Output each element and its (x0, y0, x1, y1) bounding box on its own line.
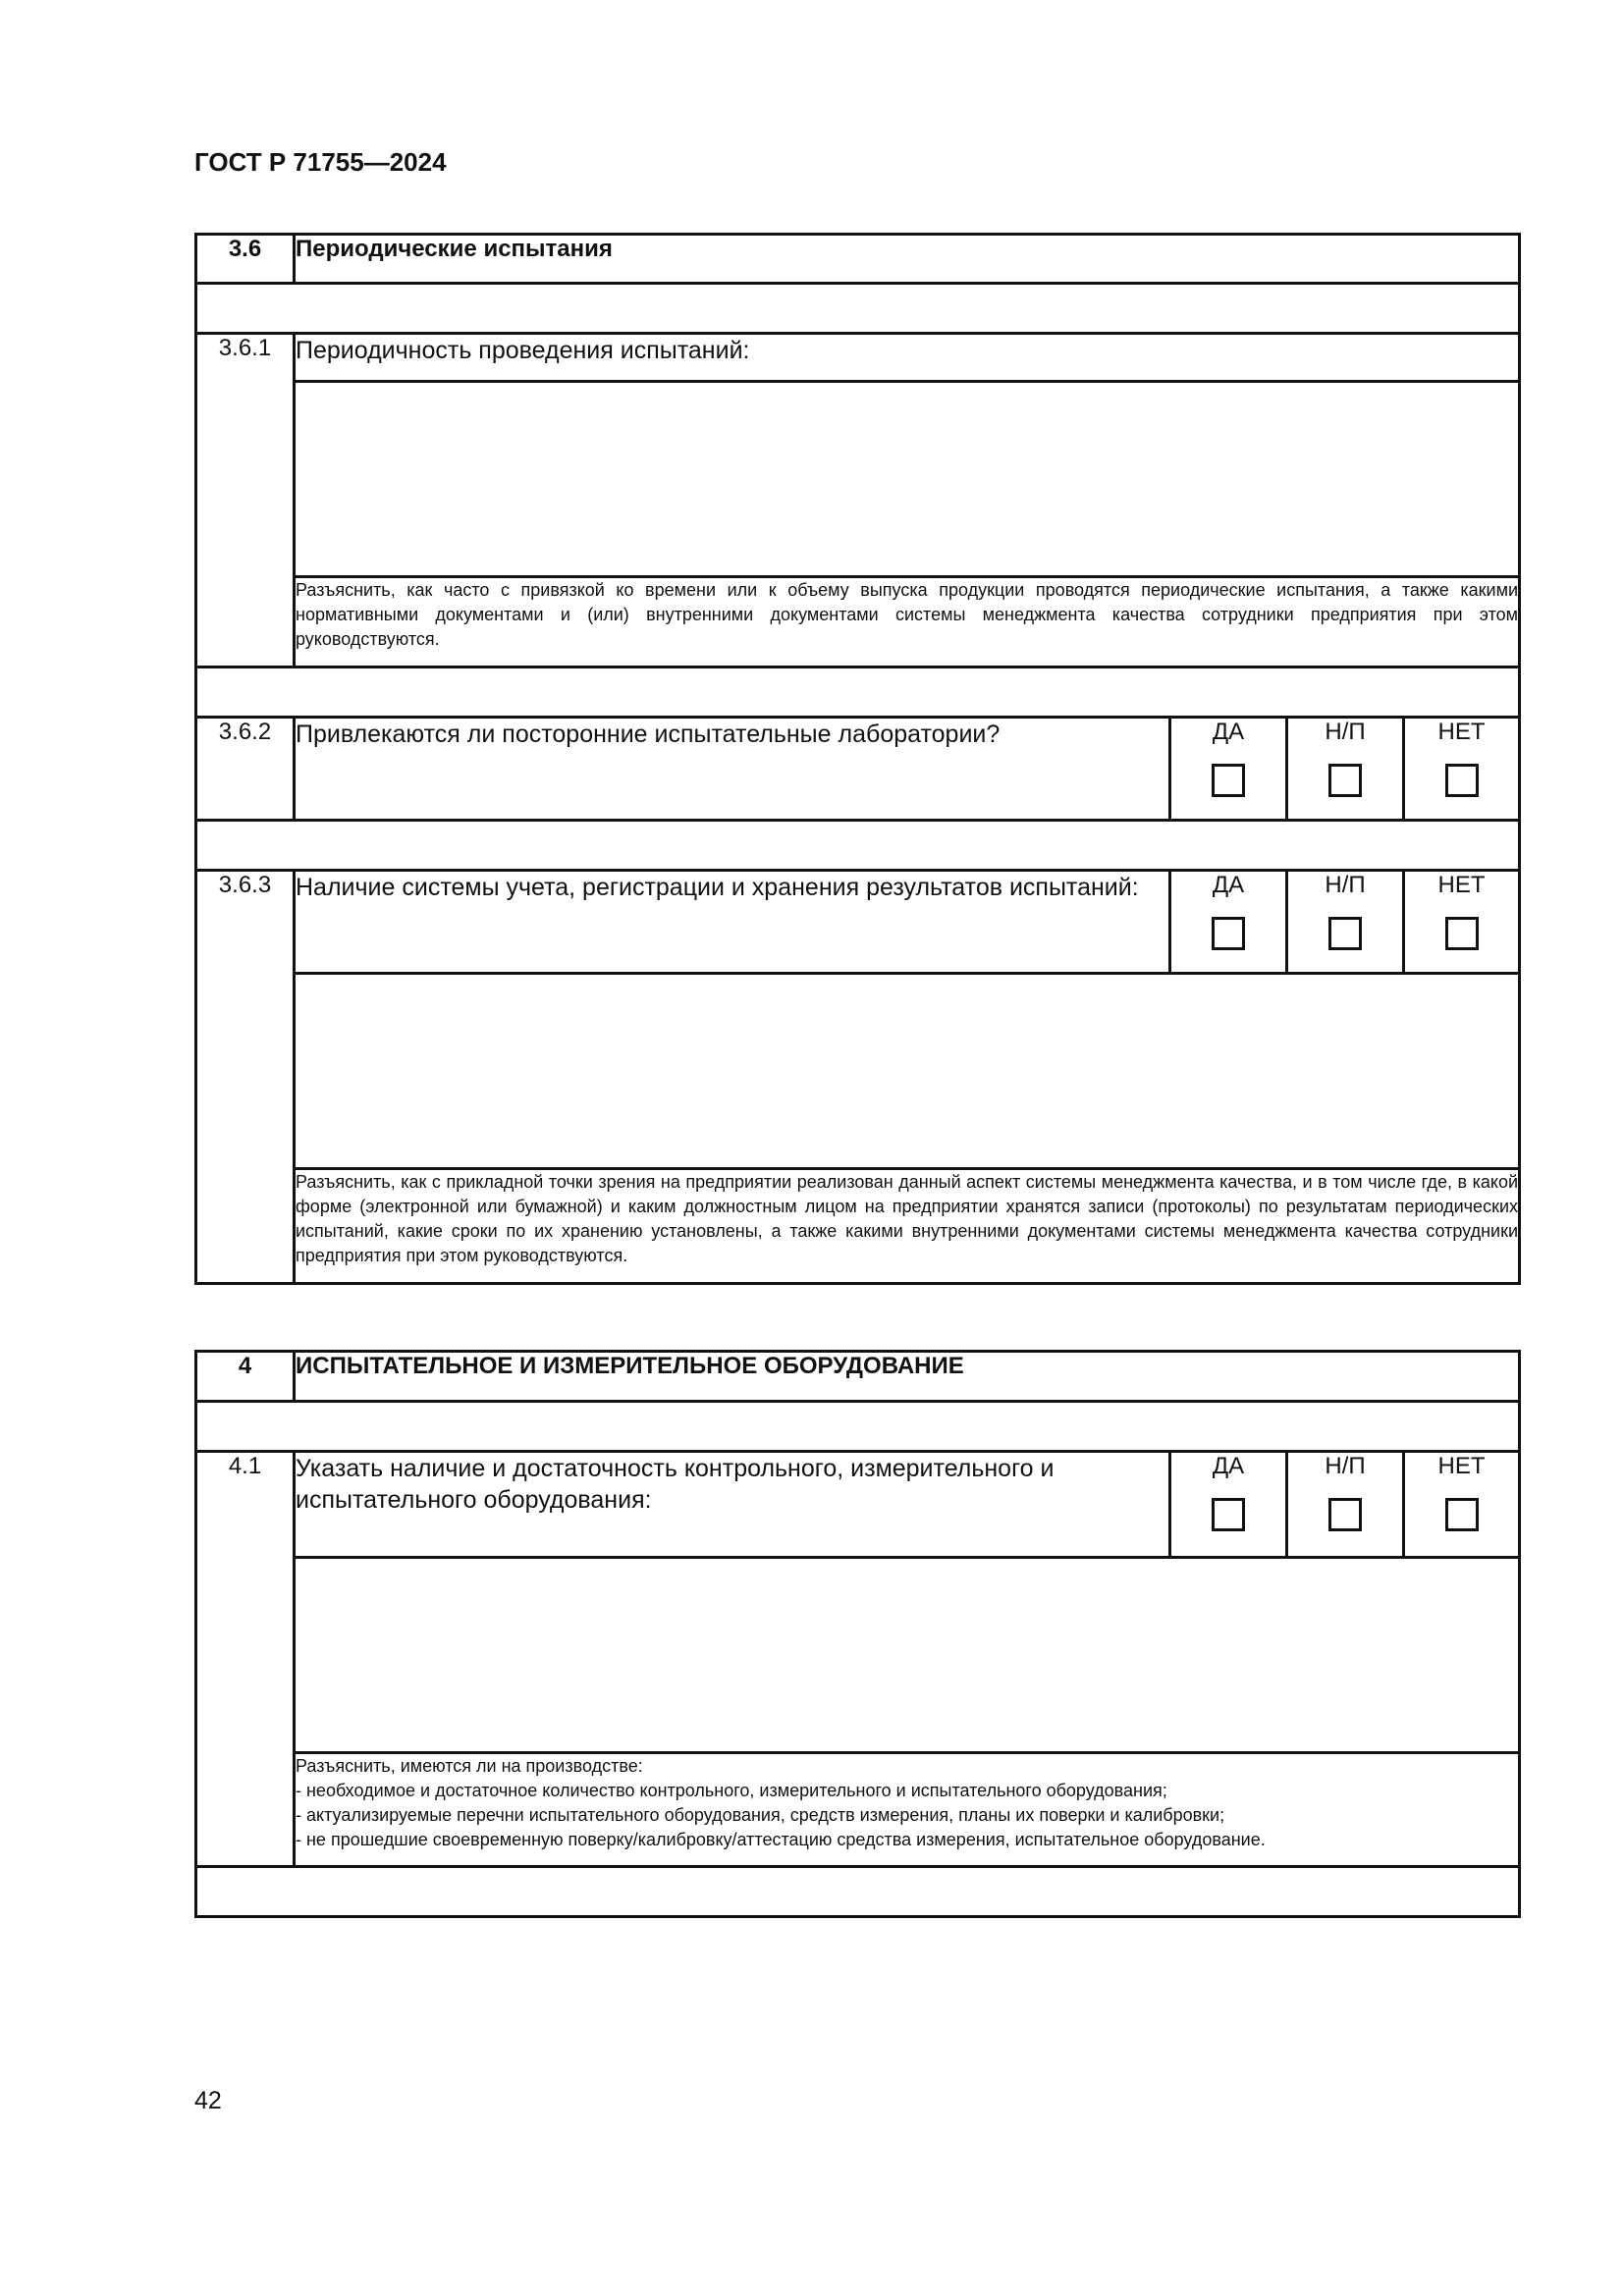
page-number: 42 (194, 2087, 222, 2114)
answer-field[interactable] (295, 974, 1520, 1169)
option-no-label: НЕТ (1437, 872, 1486, 898)
answer-field[interactable] (295, 382, 1520, 577)
na-checkbox[interactable] (1328, 917, 1362, 950)
no-checkbox[interactable] (1445, 1498, 1479, 1531)
question-text: Привлекаются ли посторонние испытательные лаборатории? (295, 718, 1170, 821)
note-item: - необходимое и достаточное количество контрольного, измерительного и испытательного оборудования; (296, 1781, 1167, 1800)
no-checkbox[interactable] (1445, 917, 1479, 950)
note-item: - актуализируемые перечни испытательного оборудования, средств измерения, планы их поверки и калибровки; (296, 1805, 1225, 1825)
spacer-row (196, 1867, 1520, 1917)
section-title: ИСПЫТАТЕЛЬНОЕ И ИЗМЕРИТЕЛЬНОЕ ОБОРУДОВАНИЕ (295, 1352, 1520, 1402)
section-3-6-table (194, 233, 1521, 1285)
document-header: ГОСТ Р 71755—2024 (194, 147, 447, 177)
option-yes (1170, 1452, 1287, 1558)
na-checkbox[interactable] (1328, 1498, 1362, 1531)
question-text: Периодичность проведения испытаний: (295, 334, 1520, 382)
option-yes (1170, 871, 1287, 974)
yes-checkbox[interactable] (1212, 764, 1245, 797)
section-number: 3.6 (196, 235, 295, 284)
spacer-row (196, 667, 1520, 718)
option-na-label: Н/П (1325, 1453, 1366, 1479)
yes-checkbox[interactable] (1212, 1498, 1245, 1531)
option-na (1287, 1452, 1404, 1558)
option-na-label: Н/П (1325, 872, 1366, 898)
na-checkbox[interactable] (1328, 764, 1362, 797)
option-yes-label: ДА (1212, 872, 1245, 898)
section-4-table (194, 1350, 1521, 1918)
explanation-note: Разъяснить, как с прикладной точки зрения на предприятии реализован данный аспект системы менеджмента качества, и в том числе где, в какой форме (электронной или бумажной) и каким должностным лицом на предприятии хранятся записи (протоколы) по результатам периодических испытаний, какие сроки по их хранению установлены, а также какими внутренними документами системы менеджмента качества сотрудники предприятия при этом руководствуются. (295, 1169, 1520, 1284)
spacer-row (196, 284, 1520, 334)
no-checkbox[interactable] (1445, 764, 1479, 797)
option-na-label: Н/П (1325, 719, 1366, 745)
section-number: 4 (196, 1352, 295, 1402)
question-text: Указать наличие и достаточность контрольного, измерительного и испытательного оборудования: (295, 1452, 1170, 1558)
option-no (1404, 1452, 1520, 1558)
question-number: 3.6.2 (196, 718, 295, 821)
note-item: - не прошедшие своевременную поверку/калибровку/аттестацию средства измерения, испытательное оборудование. (296, 1830, 1266, 1849)
option-no (1404, 871, 1520, 974)
answer-field[interactable] (295, 1558, 1520, 1753)
question-number: 3.6.1 (196, 334, 295, 667)
note-intro: Разъяснить, имеются ли на производстве: (296, 1756, 643, 1776)
question-number: 3.6.3 (196, 871, 295, 1284)
option-no-label: НЕТ (1437, 719, 1486, 745)
question-text: Наличие системы учета, регистрации и хранения результатов испытаний: (295, 871, 1170, 974)
option-na (1287, 718, 1404, 821)
yes-checkbox[interactable] (1212, 917, 1245, 950)
explanation-note (295, 1753, 1520, 1867)
option-yes-label: ДА (1212, 1453, 1245, 1479)
option-na (1287, 871, 1404, 974)
section-title: Периодические испытания (295, 235, 1520, 284)
option-no-label: НЕТ (1437, 1453, 1486, 1479)
spacer-row (196, 821, 1520, 871)
question-number: 4.1 (196, 1452, 295, 1867)
option-no (1404, 718, 1520, 821)
spacer-row (196, 1402, 1520, 1452)
option-yes-label: ДА (1212, 719, 1245, 745)
explanation-note: Разъяснить, как часто с привязкой ко времени или к объему выпуска продукции проводятся периодические испытания, а также какими нормативными документами и (или) внутренними документами системы менеджмента качества сотрудники предприятия при этом руководствуются. (295, 577, 1520, 667)
option-yes (1170, 718, 1287, 821)
